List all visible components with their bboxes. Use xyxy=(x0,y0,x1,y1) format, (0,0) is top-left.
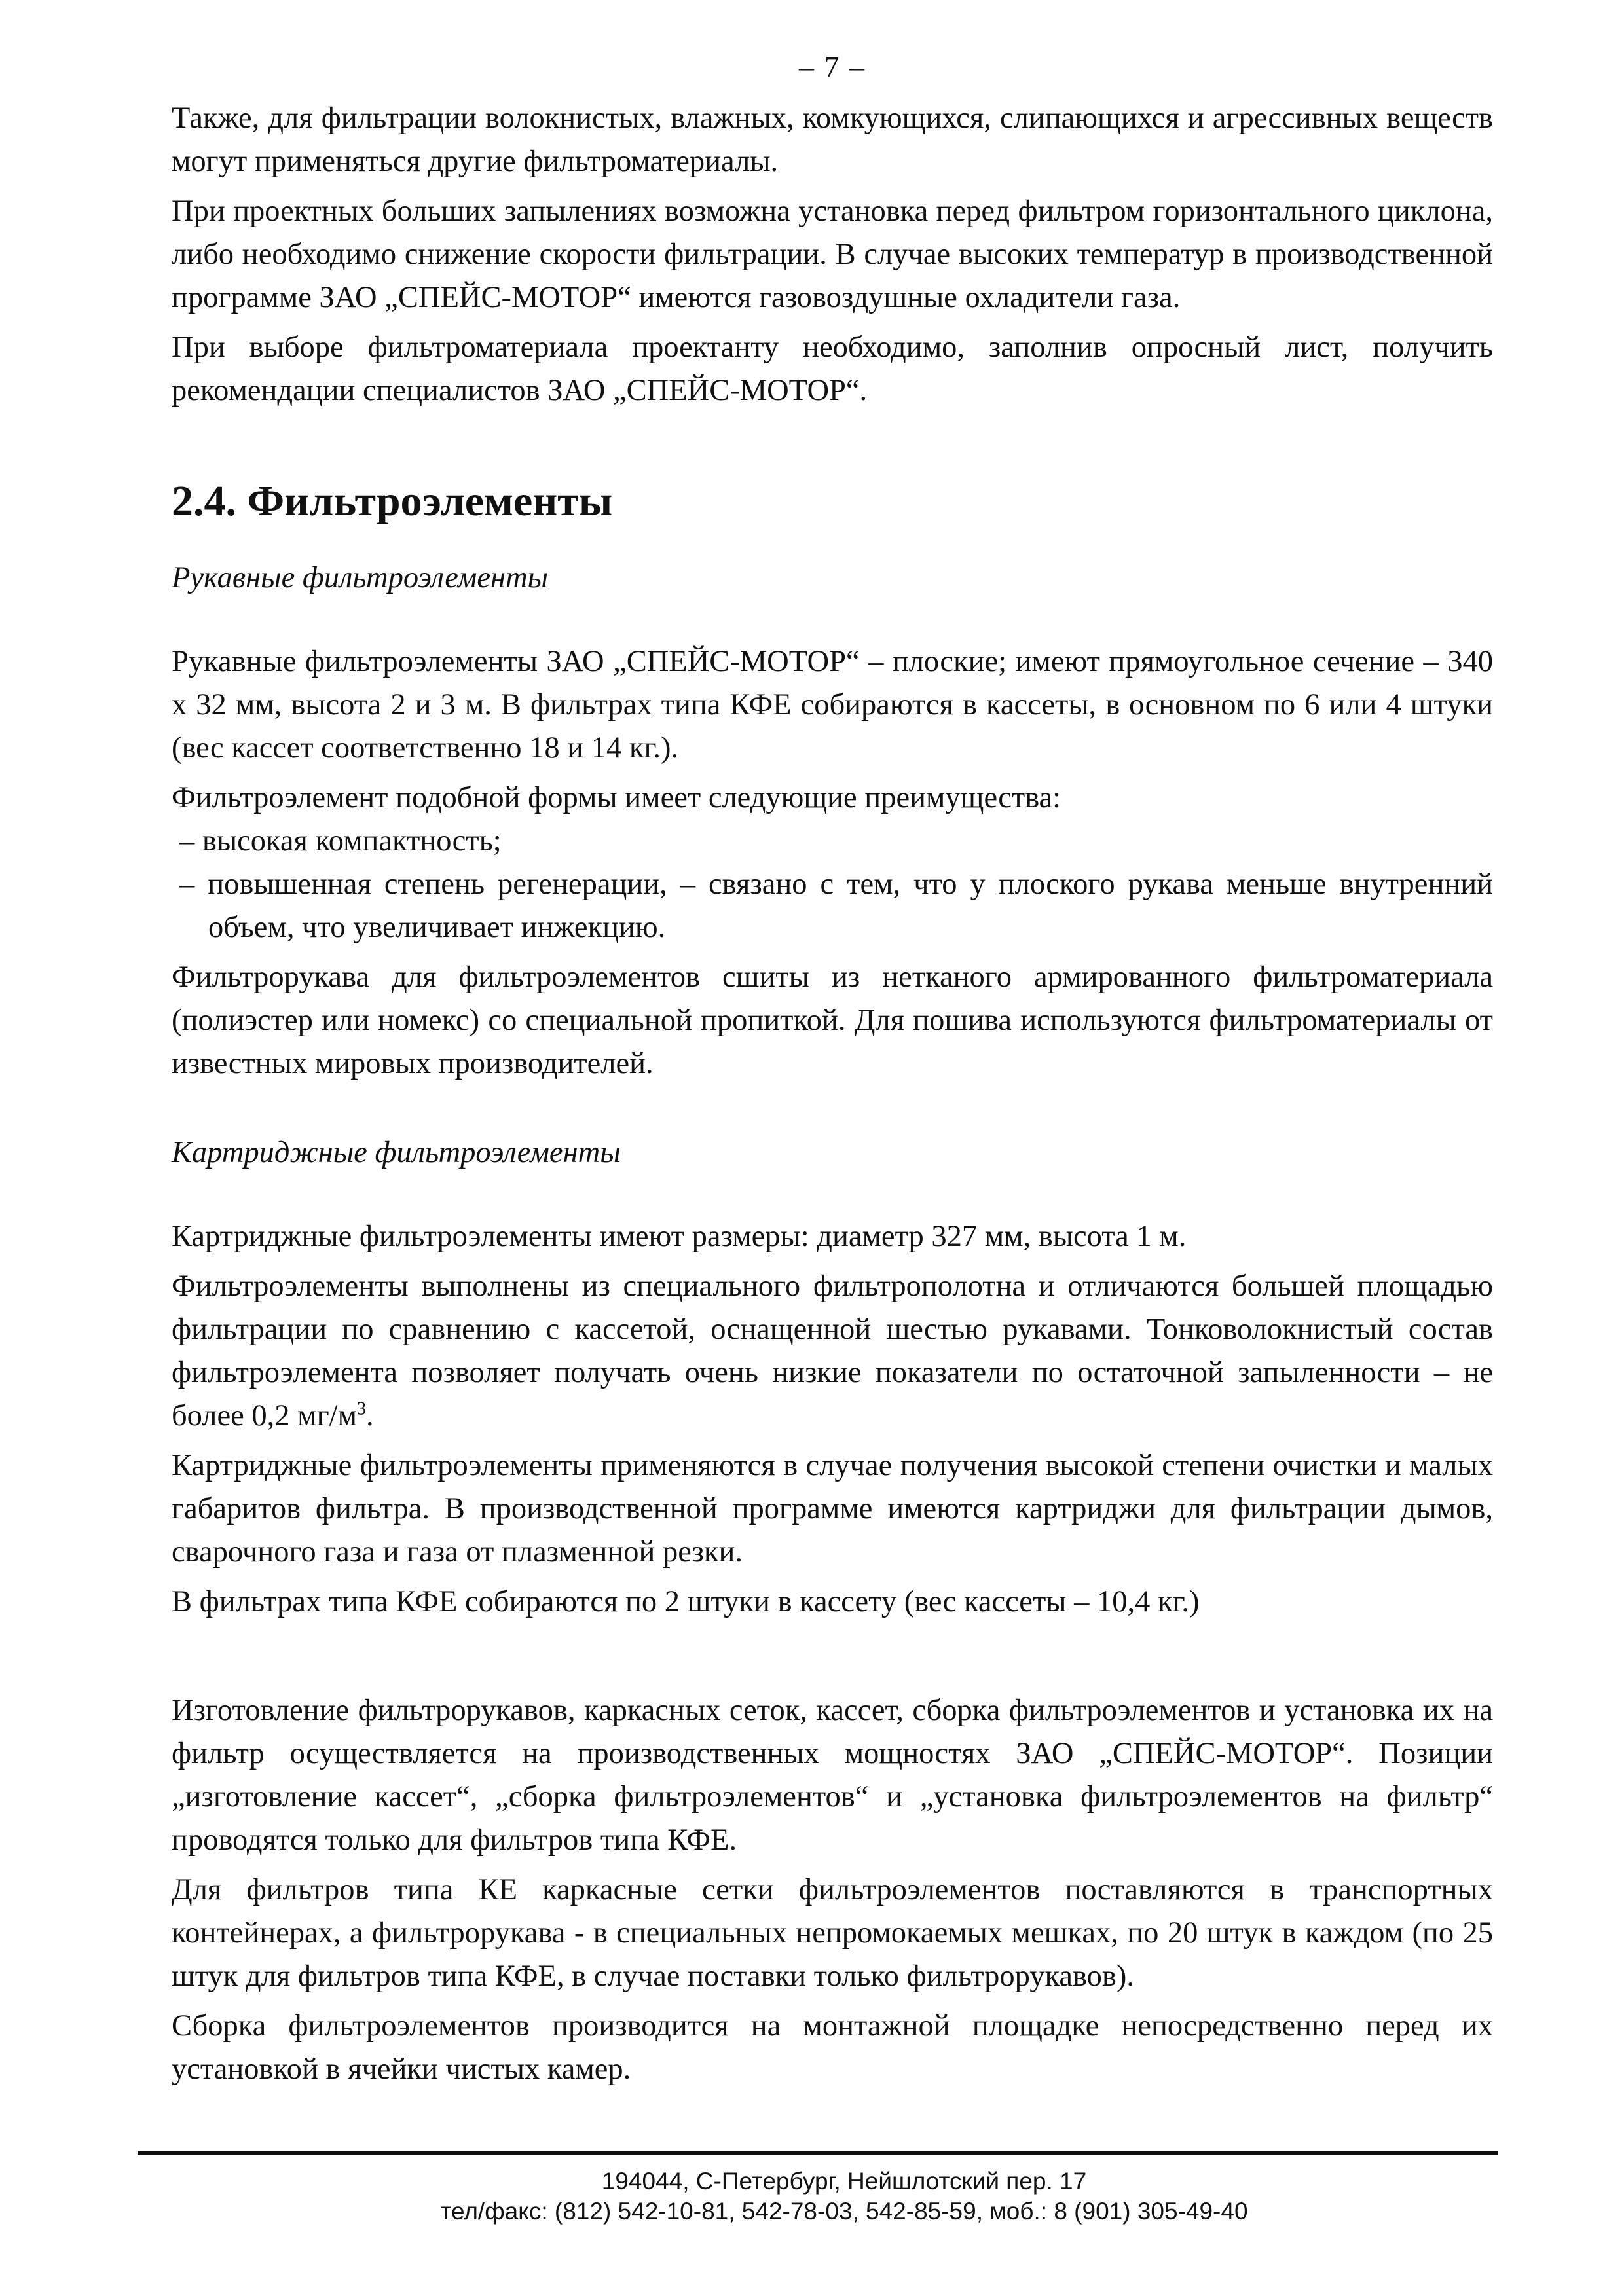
footer-address: 194044, С-Петербург, Нейшлотский пер. 17 xyxy=(601,2168,1087,2195)
intro-paragraph-3: При выборе фильтроматериала проектанту необходимо, заполнив опросный лист, получить рекомендации специалистов ЗАО „СПЕЙС-МОТОР“. xyxy=(172,331,1493,407)
intro-paragraph-2: При проектных больших запылениях возможна установка перед фильтром горизонтального циклона, либо необходимо снижение скорости фильтрации. В случае высоких температур в производственной программе ЗАО „СПЕЙС-МОТОР“ имеются газовоздушные охладители газа. xyxy=(172,194,1493,314)
subsection-heading-sleeve: Рукавные фильтроэлементы xyxy=(172,561,549,594)
cartridge-paragraph-2 xyxy=(172,1265,1493,1438)
subsection-heading-cartridge: Картриджные фильтроэлементы xyxy=(172,1136,621,1169)
list-item: – высокая компактность; xyxy=(179,824,502,858)
list-item: – повышенная степень регенерации, – связано с тем, что у плоского рукава меньше внутренний объем, что увеличивает инжекцию. xyxy=(179,867,1493,944)
advantages-list xyxy=(172,820,1493,949)
cartridge-paragraph-4: В фильтрах типа КФЕ собираются по 2 штуки в кассету (вес кассеты – 10,4 кг.) xyxy=(172,1585,1200,1618)
cartridge-paragraph-2-end: . xyxy=(366,1399,374,1432)
cartridge-paragraph-1: Картриджные фильтроэлементы имеют размеры: диаметр 327 мм, высота 1 м. xyxy=(172,1220,1187,1253)
section-title: 2.4. Фильтроэлементы xyxy=(172,477,613,525)
cartridge-paragraph-3: Картриджные фильтроэлементы применяются в случае получения высокой степени очистки и малых габаритов фильтра. В производственной программе имеются картриджи для фильтрации дымов, сварочного газа и газа от плазменной резки. xyxy=(172,1449,1493,1569)
manufacturing-paragraph-2: Для фильтров типа КЕ каркасные сетки фильтроэлементов поставляются в транспортных контейнерах, а фильтрорукава - в специальных непромокаемых мешках, по 20 штук в каждом (по 25 штук для фильтров типа КФЕ, в случае поставки только фильтрорукавов). xyxy=(172,1873,1493,1993)
page-number: – 7 – xyxy=(799,50,866,83)
document-page xyxy=(172,46,1493,2091)
footer-phones: тел/факс: (812) 542-10-81, 542-78-03, 542-85-59, моб.: 8 (901) 305-49-40 xyxy=(440,2198,1248,2225)
sleeve-paragraph-2: Фильтроэлемент подобной формы имеет следующие преимущества: xyxy=(172,781,1061,814)
sleeve-paragraph-3: Фильтрорукава для фильтроэлементов сшиты из нетканого армированного фильтроматериала (полиэстер или номекс) со специальной пропиткой. Для пошива используются фильтроматериалы от известных мировых производителей. xyxy=(172,960,1493,1080)
sleeve-paragraph-1: Рукавные фильтроэлементы ЗАО „СПЕЙС-МОТОР“ – плоские; имеют прямоугольное сечение – 340 х 32 мм, высота 2 и 3 м. В фильтрах типа КФЕ собираются в кассеты, в основном по 6 или 4 штуки (вес кассет соответственно 18 и 14 кг.). xyxy=(172,645,1493,765)
footer-divider xyxy=(138,2151,1498,2155)
manufacturing-paragraph-1: Изготовление фильтрорукавов, каркасных сеток, кассет, сборка фильтроэлементов и установка их на фильтр осуществляется на производственных мощностях ЗАО „СПЕЙС-МОТОР“. Позиции „изготовление кассет“, „сборка фильтроэлементов“ и „установка фильтроэлементов на фильтр“ проводятся только для фильтров типа КФЕ. xyxy=(172,1694,1493,1857)
page-footer xyxy=(138,2151,1498,2227)
intro-paragraph-1: Также, для фильтрации волокнистых, влажных, комкующихся, слипающихся и агрессивных веществ могут применяться другие фильтроматериалы. xyxy=(172,101,1493,178)
cartridge-paragraph-2-text: Фильтроэлементы выполнены из специального фильтрополотна и отличаются большей площадью фильтрации по сравнению с кассетой, оснащенной шестью рукавами. Тонковолокнистый состав фильтроэлемента позволяет получать очень низкие показатели по остаточной запыленности – не более 0,2 мг/м xyxy=(172,1269,1493,1432)
superscript-3: 3 xyxy=(357,1398,366,1419)
manufacturing-paragraph-3: Сборка фильтроэлементов производится на монтажной площадке непосредственно перед их установкой в ячейки чистых камер. xyxy=(172,2009,1493,2086)
